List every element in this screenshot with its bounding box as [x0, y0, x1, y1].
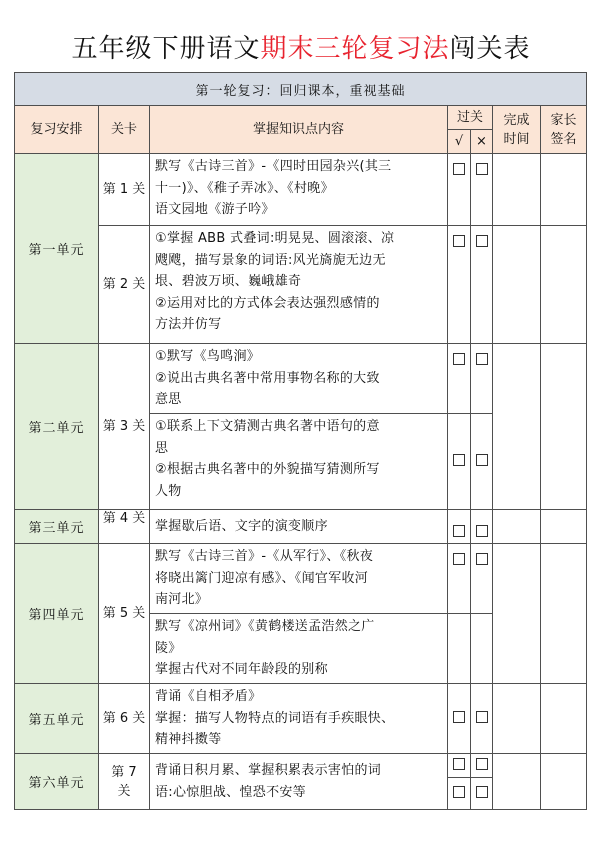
- level-4-content: [150, 510, 448, 544]
- level-2: 第 2 关: [99, 226, 150, 344]
- level-2-fail-checkbox[interactable]: [476, 235, 488, 247]
- page-title: [0, 32, 602, 66]
- level-6-fail-checkbox[interactable]: [476, 711, 488, 723]
- level-5-content-a: [150, 544, 448, 614]
- level-6-parent-signature-cell[interactable]: [541, 684, 587, 754]
- content-line: 掌握：描写人物特点的词语有手疾眼快、: [155, 710, 395, 726]
- level-7: [99, 754, 150, 810]
- content-line: 方法并仿写: [155, 317, 222, 332]
- level-1: 第 1 关: [99, 154, 150, 226]
- content-line: ①默写《鸟鸣涧》: [155, 349, 261, 364]
- level-2-pass-cell: [448, 226, 471, 344]
- level-3a-pass-checkbox[interactable]: [453, 353, 465, 365]
- content-line: ①联系上下文猜测古典名著中语句的意: [155, 419, 380, 434]
- level-1-pass-checkbox[interactable]: [453, 163, 465, 175]
- level-5-content-b: [150, 614, 448, 684]
- content-line: ②说出古典名著中常用事物名称的大致: [155, 370, 380, 386]
- level-2-pass-checkbox[interactable]: [453, 235, 465, 247]
- level-2-completion-time-cell[interactable]: [493, 226, 541, 344]
- level-7-line-2: 关: [117, 783, 131, 799]
- level-1-fail-cell: [471, 154, 493, 226]
- header-completion-line-1: 完成: [503, 112, 530, 128]
- title-part-1: 五年级下册语文: [71, 34, 261, 64]
- content-line: 默写《古诗三首》-《四时田园杂兴(其三: [155, 159, 392, 174]
- level-5-pass-cell: [448, 544, 471, 614]
- level-4-fail-checkbox[interactable]: [476, 525, 488, 537]
- round-banner: 第一轮复习：回归课本，重视基础: [15, 73, 587, 106]
- content-line: ②根据古典名著中的外貌描写猜测所写: [155, 462, 380, 477]
- content-line: 陵》: [155, 640, 182, 656]
- level-1-parent-signature-cell[interactable]: [541, 154, 587, 226]
- content-line: 掌握歇后语、文字的演变顺序: [155, 518, 328, 534]
- content-line: 十一)》、《稚子弄冰》、《村晚》: [155, 180, 334, 196]
- header-level: 关卡: [99, 106, 150, 154]
- level-7a-fail-checkbox[interactable]: [476, 758, 488, 770]
- content-line: 思: [155, 440, 169, 456]
- level-7b-pass-checkbox[interactable]: [453, 786, 465, 798]
- level-6-pass-checkbox[interactable]: [453, 711, 465, 723]
- content-line: ②运用对比的方式体会表达强烈感情的: [155, 295, 380, 311]
- level-7-content: [150, 754, 448, 810]
- content-line: 人物: [155, 483, 182, 499]
- level-6-completion-time-cell[interactable]: [493, 684, 541, 754]
- level-6: 第 6 关: [99, 684, 150, 754]
- content-line: ①掌握 ABB 式叠词:明晃晃、圆滚滚、凉: [155, 231, 395, 246]
- level-3: 第 3 关: [99, 344, 150, 510]
- level-4-pass-cell: [448, 510, 471, 544]
- content-line: 语:心惊胆战、惶恐不安等: [155, 784, 306, 800]
- level-3a-pass-cell: [448, 344, 471, 414]
- level-3a-fail-cell: [471, 344, 493, 414]
- level-3b-pass-checkbox[interactable]: [453, 454, 465, 466]
- level-7b-pass-cell: [448, 778, 471, 810]
- level-3a-fail-checkbox[interactable]: [476, 353, 488, 365]
- header-content: 掌握知识点内容: [150, 106, 448, 154]
- content-line: 背诵《自相矛盾》: [155, 689, 262, 704]
- content-line: 飕飕，描写景象的词语:风光旖旎无边无: [155, 252, 386, 268]
- header-completion-time: [493, 106, 541, 154]
- content-line: 垠、碧波万顷、巍峨雄奇: [155, 274, 302, 289]
- level-7-line-1: 第 7: [111, 764, 137, 780]
- content-line: 将晓出篱门迎凉有感》、《闻官军收河: [155, 570, 369, 586]
- title-part-2: 闯关表: [449, 34, 531, 64]
- level-5-parent-signature-cell[interactable]: [541, 544, 587, 684]
- content-line: 语文园地《游子吟》: [155, 202, 275, 217]
- level-6-content: [150, 684, 448, 754]
- level-3-parent-signature-cell[interactable]: [541, 344, 587, 510]
- level-4-fail-cell: [471, 510, 493, 544]
- unit-1: 第一单元: [15, 154, 99, 344]
- level-2-content: [150, 226, 448, 344]
- level-4-pass-checkbox[interactable]: [453, 525, 465, 537]
- unit-4: 第四单元: [15, 544, 99, 684]
- level-5-fail-checkbox[interactable]: [476, 553, 488, 565]
- unit-3: 第三单元: [15, 510, 99, 544]
- title-highlight: 期末三轮复习法: [260, 34, 450, 64]
- level-1-content: [150, 154, 448, 226]
- level-3-content-b: [150, 414, 448, 510]
- level-5b-fail-cell: [471, 614, 493, 684]
- level-2-fail-cell: [471, 226, 493, 344]
- unit-5: 第五单元: [15, 684, 99, 754]
- content-line: 默写《凉州词》《黄鹤楼送孟浩然之广: [155, 619, 375, 634]
- level-7a-fail-cell: [471, 754, 493, 778]
- level-5b-pass-cell: [448, 614, 471, 684]
- level-5: 第 5 关: [99, 544, 150, 684]
- review-checklist-table: [14, 72, 587, 810]
- level-4-parent-signature-cell[interactable]: [541, 510, 587, 544]
- level-6-fail-cell: [471, 684, 493, 754]
- level-7b-fail-checkbox[interactable]: [476, 786, 488, 798]
- level-6-pass-cell: [448, 684, 471, 754]
- header-pass-yes: √: [448, 130, 471, 154]
- header-parent-signature: [541, 106, 587, 154]
- level-7a-pass-cell: [448, 754, 471, 778]
- level-5-completion-time-cell[interactable]: [493, 544, 541, 684]
- level-4-completion-time-cell[interactable]: [493, 510, 541, 544]
- content-line: 掌握古代对不同年龄段的别称: [155, 662, 328, 677]
- level-7-parent-signature-cell[interactable]: [541, 754, 587, 810]
- header-parent-line-1: 家长: [550, 112, 577, 128]
- level-4: 第 4 关: [99, 510, 150, 544]
- level-7a-pass-checkbox[interactable]: [453, 758, 465, 770]
- level-7b-fail-cell: [471, 778, 493, 810]
- header-pass: 过关: [448, 106, 493, 130]
- content-line: 南河北》: [155, 592, 209, 607]
- content-line: 意思: [155, 392, 182, 407]
- level-1-pass-cell: [448, 154, 471, 226]
- header-schedule: 复习安排: [15, 106, 99, 154]
- level-2-parent-signature-cell[interactable]: [541, 226, 587, 344]
- content-line: 精神抖擞等: [155, 732, 222, 747]
- content-line: 默写《古诗三首》-《从军行》、《秋夜: [155, 549, 374, 564]
- level-5-fail-cell: [471, 544, 493, 614]
- level-1-completion-time-cell[interactable]: [493, 154, 541, 226]
- header-completion-line-2: 时间: [503, 131, 530, 147]
- level-3b-fail-cell: [471, 414, 493, 510]
- level-5-pass-checkbox[interactable]: [453, 553, 465, 565]
- level-3b-pass-cell: [448, 414, 471, 510]
- level-3-completion-time-cell[interactable]: [493, 344, 541, 510]
- header-parent-line-2: 签名: [550, 131, 577, 147]
- content-line: 背诵日积月累、掌握积累表示害怕的词: [155, 763, 382, 778]
- level-7-completion-time-cell[interactable]: [493, 754, 541, 810]
- header-pass-no: ×: [471, 130, 493, 154]
- level-3-content-a: [150, 344, 448, 414]
- level-3b-fail-checkbox[interactable]: [476, 454, 488, 466]
- unit-2: 第二单元: [15, 344, 99, 510]
- unit-6: 第六单元: [15, 754, 99, 810]
- level-1-fail-checkbox[interactable]: [476, 163, 488, 175]
